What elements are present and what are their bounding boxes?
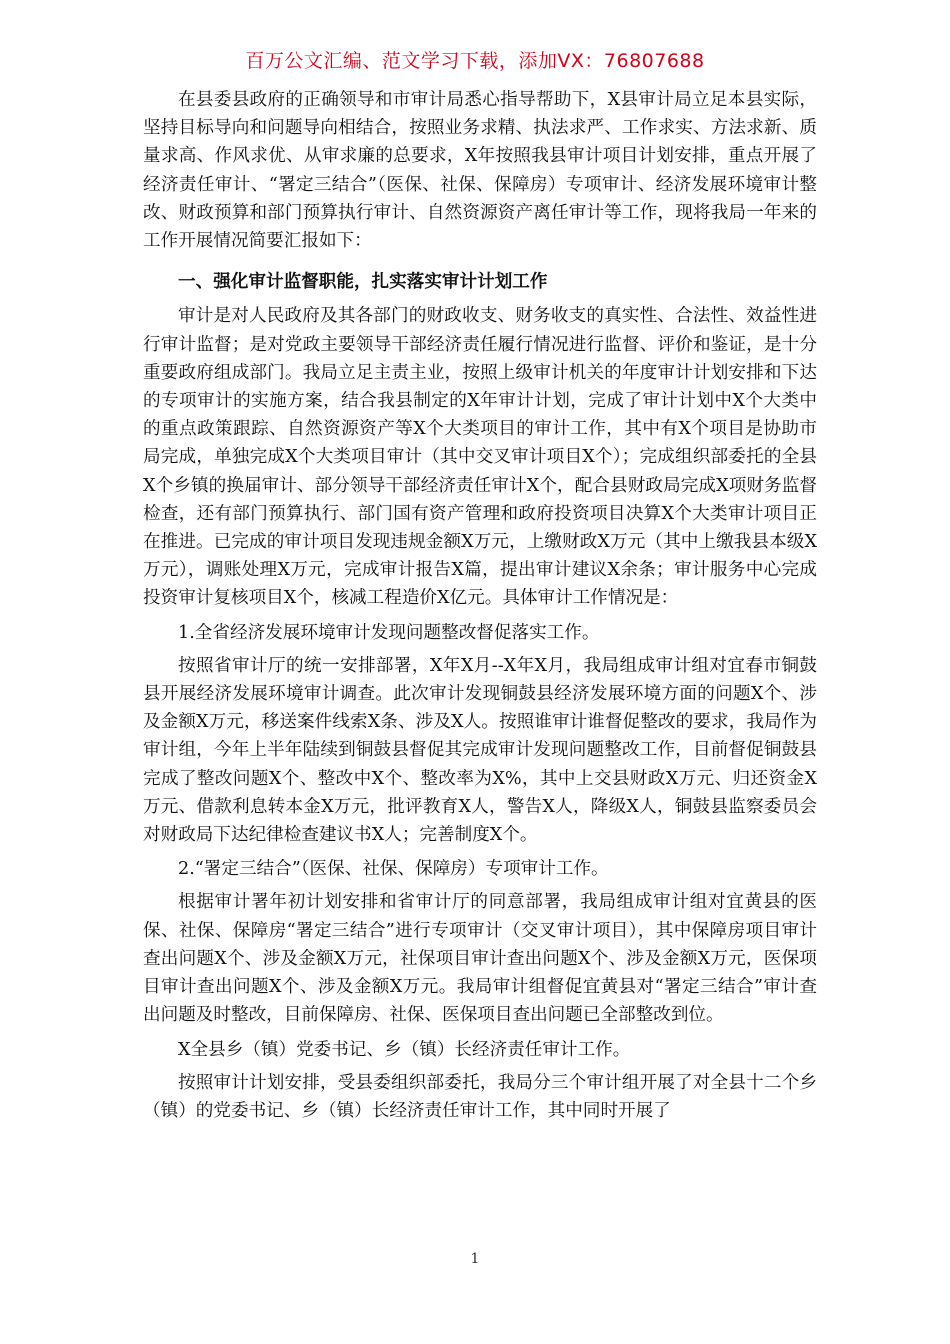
item-2-paragraph: 根据审计署年初计划安排和省审计厅的同意部署，我局组成审计组对宜黄县的医保、社保、保障房“署定三结合”进行专项审计（交叉审计项目），其中保障房项目审计查出问题X个、涉及金额X万元，社保项目审计查出问题X个、涉及金额X万元，医保项目审计查出问题X个、涉及金额X万元。我局审计组督促宜黄县对“署定三结合”审计查出问题及时整改，目前保障房、社保、医保项目查出问题已全部整改到位。 bbox=[143, 892, 817, 1026]
page-number: 1 bbox=[470, 1251, 480, 1267]
item-3-paragraph: 按照审计计划安排，受县委组织部委托，我局分三个审计组开展了对全县十二个乡（镇）的党委书记、乡（镇）长经济责任审计工作，其中同时开展了 bbox=[143, 1072, 817, 1121]
item-2-title: 2.“署定三结合”（医保、社保、保障房）专项审计工作。 bbox=[178, 859, 609, 880]
item-3-title: X全县乡（镇）党委书记、乡（镇）长经济责任审计工作。 bbox=[178, 1039, 631, 1060]
intro-paragraph: 在县委县政府的正确领导和市审计局悉心指导帮助下，X县审计局立足本县实际，坚持目标导向和问题导向相结合，按照业务求精、执法求严、工作求实、方法求新、质量求高、作风求优、从审求廉的总要求，X年按照我县审计项目计划安排，重点开展了经济责任审计、“署定三结合”（医保、社保、保障房）专项审计、经济发展环境审计整改、财政预算和部门预算执行审计、自然资源资产离任审计等工作，现将我局一年来的工作开展情况简要汇报如下： bbox=[143, 90, 817, 252]
item-1-paragraph: 按照省审计厅的统一安排部署，X年X月--X年X月，我局组成审计组对宜春市铜鼓县开展经济发展环境审计调查。此次审计发现铜鼓县经济发展环境方面的问题X个、涉及金额X万元，移送案件线索X条、涉及X人。按照谁审计谁督促整改的要求，我局作为审计组，今年上半年陆续到铜鼓县督促其完成审计发现问题整改工作，目前督促铜鼓县完成了整改问题X个、整改中X个、整改率为X%，其中上交县财政X万元、归还资金X万元、借款利息转本金X万元，批评教育X人，警告X人，降级X人，铜鼓县监察委员会对财政局下达纪律检查建议书X人；完善制度X个。 bbox=[143, 655, 817, 846]
section-1-paragraph: 审计是对人民政府及其各部门的财政收支、财务收支的真实性、合法性、效益性进行审计监督；是对党政主要领导干部经济责任履行情况进行监督、评价和鉴证，是十分重要政府组成部门。我局立足主责主业，按照上级审计机关的年度审计计划安排和下达的专项审计的实施方案，结合我县制定的X年审计计划，完成了审计计划中X个大类中的重点政策跟踪、自然资源资产等X个大类项目的审计工作，其中有X个项目是协助市局完成，单独完成X个大类项目审计（其中交叉审计项目X个）；完成组织部委托的全县X个乡镇的换届审计、部分领导干部经济责任审计X个，配合县财政局完成X项财务监督检查，还有部门预算执行、部门国有资产管理和政府投资项目决算X个大类审计项目正在推进。已完成的审计项目发现违规金额X万元，上缴财政X万元（其中上缴我县本级X万元），调账处理X万元，完成审计报告X篇，提出审计建议X余条；审计服务中心完成投资审计复核项目X个，核减工程造价X亿元。具体审计工作情况是： bbox=[143, 306, 817, 609]
section-1-heading: 一、强化审计监督职能，扎实落实审计计划工作 bbox=[178, 271, 548, 293]
item-1-title: 1.全省经济发展环境审计发现问题整改督促落实工作。 bbox=[178, 622, 600, 643]
header-banner: 百万公文汇编、范文学习下载，添加VX：76807688 bbox=[245, 50, 705, 72]
document-body bbox=[143, 86, 817, 1125]
